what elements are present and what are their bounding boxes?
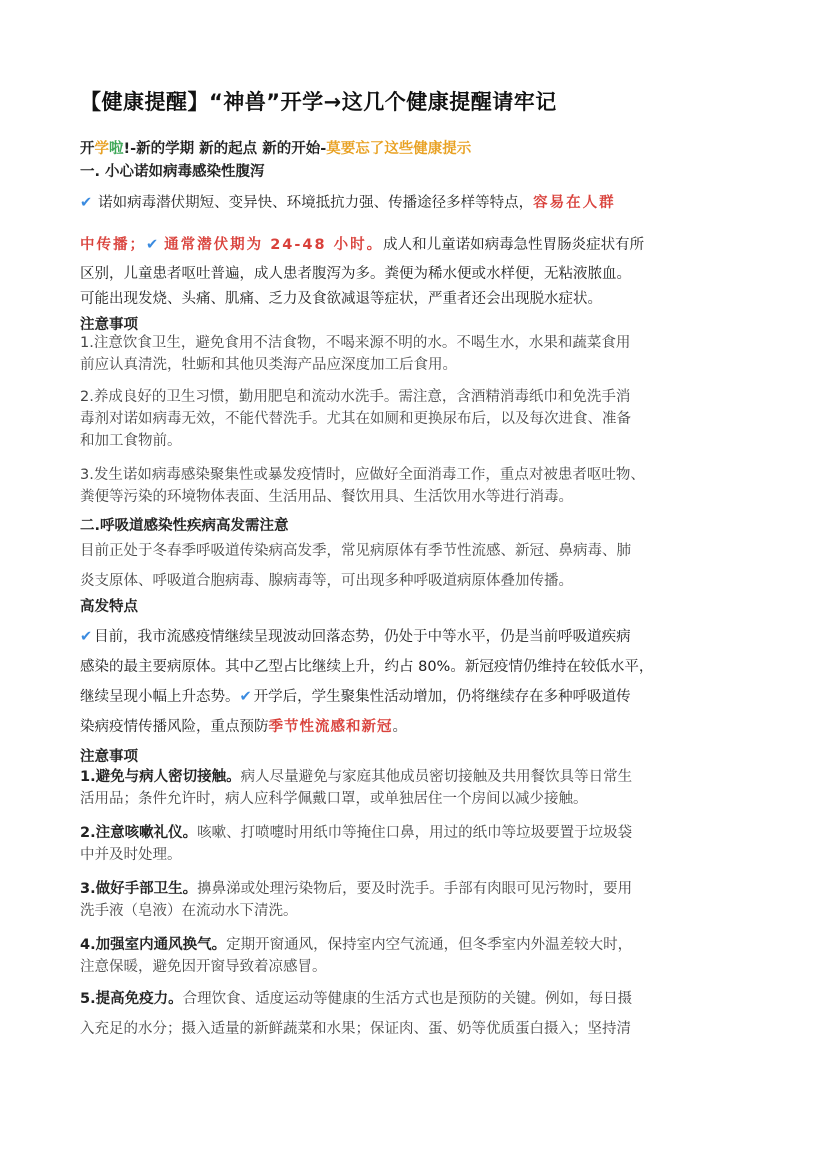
sec1-note-2-line-1: 2.养成良好的卫生习惯，勤用肥皂和流动水洗手。需注意，含酒精消毒纸巾和免洗手消 xyxy=(80,389,631,405)
check-icon: ✔ xyxy=(146,237,159,253)
sec2-note-2-text: 咳嗽、打喷嚏时用纸巾等掩住口鼻，用过的纸巾等垃圾要置于垃圾袋 xyxy=(197,825,633,841)
sec2-feature-line-3 xyxy=(80,682,748,712)
sec2-feature-line-1-text: 目前，我市流感疫情继续呈现波动回落态势，仍处于中等水平，仍是当前呼吸道疾病 xyxy=(94,629,631,645)
sec2-note-1-line-2: 活用品；条件允许时，病人应科学佩戴口罩，或单独居住一个房间以减少接触。 xyxy=(80,791,588,807)
sec2-note-5-line-2: 入充足的水分；摄入适量的新鲜蔬菜和水果；保证肉、蛋、奶等优质蛋白摄入；坚持清 xyxy=(80,1021,631,1037)
sec2-note-3-line-2: 洗手液（皂液）在流动水下清洗。 xyxy=(80,903,298,919)
intro-part-4: !-新的学期 新的起点 新的开始- xyxy=(123,141,327,157)
check-icon: ✔ xyxy=(80,195,93,211)
intro-line xyxy=(80,137,471,158)
sec1-line-2-highlight-b: 通常潜伏期为 24-48 小时。 xyxy=(164,237,384,253)
sec1-line-1-text: 诺如病毒潜伏期短、变异快、环境抵抗力强、传播途径多样等特点， xyxy=(98,195,534,211)
sec2-feature-line-4-highlight: 季节性流感和新冠 xyxy=(268,719,393,735)
intro-part-2: 学 xyxy=(94,141,109,157)
sec1-line-1-highlight: 容易在人群 xyxy=(533,195,616,211)
sec2-note-3-label: 3.做好手部卫生。 xyxy=(80,881,198,897)
sec1-note-1-line-1: 1.注意饮食卫生，避免食用不洁食物，不喝来源不明的水。不喝生水，水果和蔬菜食用 xyxy=(80,335,631,351)
sec2-feature-line-3-text-a: 继续呈现小幅上升态势。 xyxy=(80,689,240,705)
check-icon: ✔ xyxy=(239,689,252,705)
sec1-note-3-line-2: 粪便等污染的环境物体表面、生活用品、餐饮用具、生活饮用水等进行消毒。 xyxy=(80,489,573,505)
sec2-feature-line-4-text-a: 染病疫情传播风险，重点预防 xyxy=(80,719,269,735)
sec2-note-4-text: 定期开窗通风，保持室内空气流通，但冬季室内外温差较大时， xyxy=(226,937,633,953)
sec1-note-2-line-2: 毒剂对诺如病毒无效，不能代替洗手。尤其在如厕和更换尿布后，以及每次进食、准备 xyxy=(80,411,631,427)
section-2-heading: 二.呼吸道感染性疾病高发需注意 xyxy=(80,518,289,534)
sec2-note-4-line-1 xyxy=(80,934,748,956)
section-1-heading: 一. 小心诺如病毒感染性腹泻 xyxy=(80,164,265,180)
sec2-note-3-line-1 xyxy=(80,878,748,900)
sec1-line-2 xyxy=(80,230,748,260)
sec2-note-1-line-1 xyxy=(80,766,748,788)
sec2-note-1-text: 病人尽量避免与家庭其他成员密切接触及共用餐饮具等日常生 xyxy=(240,769,633,785)
check-icon: ✔ xyxy=(80,629,93,645)
sec2-note-5 xyxy=(80,984,748,1044)
sec2-note-2-label: 2.注意咳嗽礼仪。 xyxy=(80,825,198,841)
sec2-note-4-label: 4.加强室内通风换气。 xyxy=(80,937,227,953)
intro-part-1: 开 xyxy=(80,141,95,157)
sec2-features xyxy=(80,622,748,742)
sec2-note-5-label: 5.提高免疫力。 xyxy=(80,991,183,1007)
sec1-note-3-line-1: 3.发生诺如病毒感染聚集性或暴发疫情时，应做好全面消毒工作，重点对被患者呕吐物、 xyxy=(80,467,645,483)
sec2-feature-heading: 高发特点 xyxy=(80,599,138,615)
sec2-note-5-text: 合理饮食、适度运动等健康的生活方式也是预防的关键。例如，每日摄 xyxy=(182,991,633,1007)
sec2-feature-line-2: 感染的最主要病原体。其中乙型占比继续上升，约占 80%。新冠疫情仍维持在较低水平， xyxy=(80,659,654,675)
sec2-feature-line-3-text-b: 开学后，学生聚集性活动增加，仍将继续存在多种呼吸道传 xyxy=(253,689,631,705)
section-2-intro xyxy=(80,536,748,596)
sec2-notes xyxy=(80,766,748,978)
sec1-line-1 xyxy=(80,188,748,218)
sec2-feature-line-4-text-c: 。 xyxy=(392,719,407,735)
sec1-line-4: 可能出现发烧、头痛、肌痛、乏力及食欲减退等症状，严重者还会出现脱水症状。 xyxy=(80,291,602,307)
sec2-feature-line-1 xyxy=(80,622,748,652)
sec2-note-5-line-1 xyxy=(80,984,748,1014)
sec1-notes-heading: 注意事项 xyxy=(80,317,138,333)
sec1-line-3: 区别，儿童患者呕吐普遍，成人患者腹泻为多。粪便为稀水便或水样便，无粘液脓血。 xyxy=(80,266,631,282)
sec2-feature-line-4 xyxy=(80,712,748,742)
intro-part-3: 啦 xyxy=(109,141,124,157)
sec2-note-2-line-2: 中并及时处理。 xyxy=(80,847,182,863)
sec2-note-2-line-1 xyxy=(80,822,748,844)
sec1-notes xyxy=(80,332,748,508)
sec2-note-4-line-2: 注意保暖，避免因开窗导致着凉感冒。 xyxy=(80,959,327,975)
section-1-body xyxy=(80,188,748,310)
sec2-line-1: 目前正处于冬春季呼吸道传染病高发季，常见病原体有季节性流感、新冠、鼻病毒、肺 xyxy=(80,543,631,559)
sec1-line-2-highlight-a: 中传播； xyxy=(80,237,146,253)
sec2-note-1-label: 1.避免与病人密切接触。 xyxy=(80,769,241,785)
page-title: 【健康提醒】“神兽”开学→这几个健康提醒请牢记 xyxy=(80,90,557,114)
sec2-line-2: 炎支原体、呼吸道合胞病毒、腺病毒等，可出现多种呼吸道病原体叠加传播。 xyxy=(80,573,573,589)
sec2-note-3-text: 擤鼻涕或处理污染物后，要及时洗手。手部有肉眼可见污物时，要用 xyxy=(197,881,633,897)
sec1-note-1-line-2: 前应认真清洗，牡蛎和其他贝类海产品应深度加工后食用。 xyxy=(80,357,457,373)
sec1-line-2-text: 成人和儿童诺如病毒急性胃肠炎症状有所 xyxy=(383,237,645,253)
intro-part-5: 莫要忘了这些健康提示 xyxy=(326,141,472,157)
sec1-note-2-line-3: 和加工食物前。 xyxy=(80,433,182,449)
sec2-notes-heading: 注意事项 xyxy=(80,749,138,765)
